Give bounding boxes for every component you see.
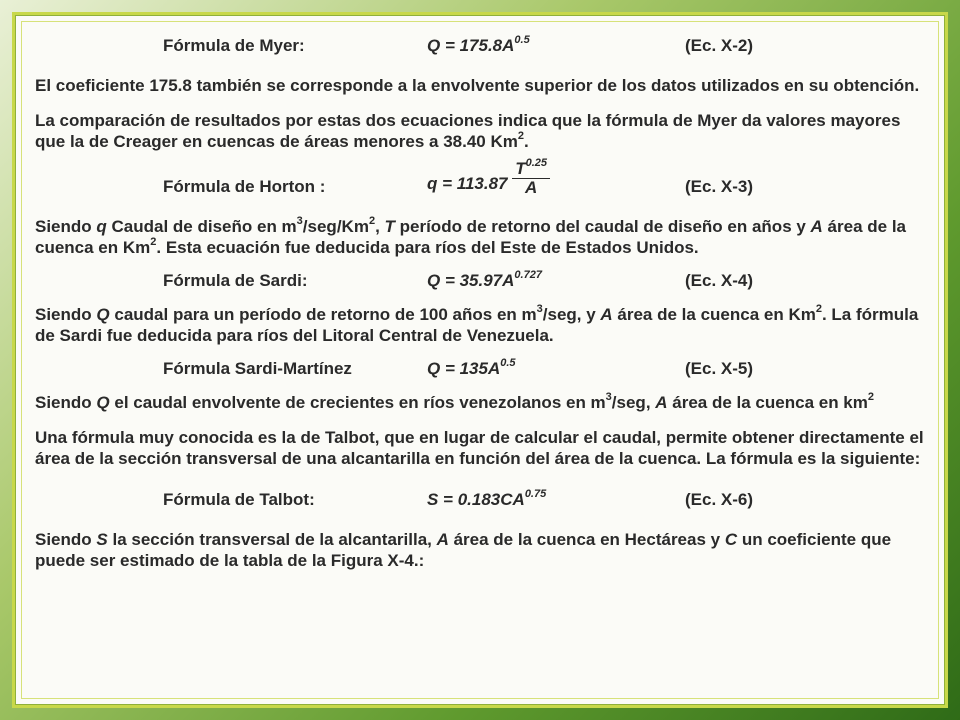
paragraph: Siendo S la sección transversal de la alcantarilla, A área de la cuenca en Hectáreas y C un coeficiente que puede ser estimado de la tabla de la Figura X-4.: <box>35 530 892 570</box>
formula-horton <box>35 154 929 212</box>
formula-equation: $Q = 35.97A^{0.727}$ <box>427 269 542 290</box>
formula-sardi <box>35 258 929 298</box>
formula-reference: (Ec. X-3) <box>685 177 754 196</box>
equation-exponent: 0.5 <box>514 34 530 47</box>
paragraph: Siendo Q caudal para un período de retorno de 100 años en $m^3$/seg, y A área de la cuenca en Km$^2$. La fórmula de Sardi fue deducida para ríos del Litoral Central de Venezuela. <box>35 303 919 345</box>
formula-name: Fórmula de Sardi: <box>163 271 308 290</box>
paragraph: Una fórmula muy conocida es la de Talbot, que en lugar de calcular el caudal, permite obtener directamente el área de la sección transversal de una alcantarilla en función del área de la cuenca. La fórmula es la siguiente: <box>35 428 924 468</box>
formula-equation <box>427 35 530 56</box>
formula-name: Fórmula Sardi-Martínez <box>163 359 352 378</box>
formula-equation: $Q = 135A^{0.5}$ <box>427 357 516 378</box>
formula-myer <box>35 15 929 55</box>
formula-reference: (Ec. X-5) <box>685 359 754 378</box>
formula-sardi-martinez <box>35 346 929 386</box>
formula-equation <box>427 157 550 203</box>
formula-talbot <box>35 469 929 511</box>
document-content <box>35 15 929 571</box>
paragraph: Siendo Q el caudal envolvente de crecientes en ríos venezolanos en $m^3$/seg, A área de la cuenca en $km^2$ <box>35 391 875 412</box>
paragraph: La comparación de resultados por estas dos ecuaciones indica que la fórmula de Myer da valores mayores que la de Creager en cuencas de áreas menores a 38.40 Km$^2$. <box>35 111 901 151</box>
formula-equation: $S = 0.183CA^{0.75}$ <box>427 488 547 509</box>
paragraph: Siendo q Caudal de diseño en $m^3/seg/Km^2$, T período de retorno del caudal de diseño en años y A área de la cuenca en Km$^2$. Esta ecuación fue deducida para ríos del Este de Estados Unidos. <box>35 215 906 257</box>
formula-reference: (Ec. X-6) <box>685 490 754 509</box>
paragraph: El coeficiente 175.8 también se corresponde a la envolvente superior de los datos utilizados en su obtención. <box>35 76 920 95</box>
formula-reference: (Ec. X-4) <box>685 271 754 290</box>
formula-name: Fórmula de Myer: <box>163 36 305 55</box>
slide-frame <box>12 12 948 708</box>
formula-name: Fórmula de Horton : <box>163 177 326 196</box>
equation-base: Q = 175.8A <box>427 36 515 55</box>
equation-lhs: q = 113.87 <box>427 173 508 193</box>
formula-name: Fórmula de Talbot: <box>163 490 315 509</box>
equation-fraction: $\frac{T^{0.25}}{A}$ <box>512 160 550 197</box>
formula-reference: (Ec. X-2) <box>685 36 754 55</box>
